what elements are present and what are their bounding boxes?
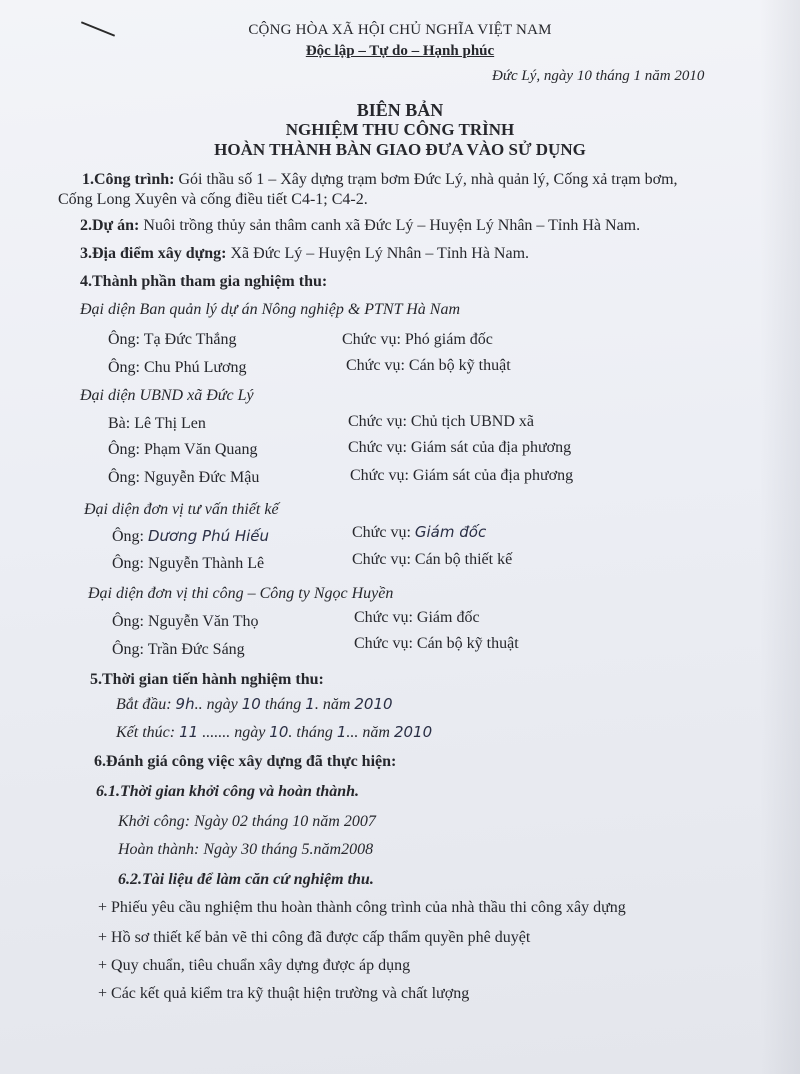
member-role: Chức vụ: Cán bộ thiết kế [352,551,513,568]
end-thang: tháng [296,724,333,741]
handwritten-role: Giám đốc [414,523,487,541]
start-year: 2010 [354,695,393,713]
section-3-text: Xã Đức Lý – Huyện Lý Nhân – Tỉnh Hà Nam. [226,245,530,262]
start-date: Khởi công: Ngày 02 tháng 10 năm 2007 [118,813,376,830]
member-name: Ông: Nguyễn Thành Lê [112,555,265,572]
section-1-text-1: Gói thầu số 1 – Xây dựng trạm bơm Đức Lý, nhà quản lý, Cống xả trạm bơm, [174,171,678,188]
member-name: Ông: Trần Đức Sáng [112,641,245,658]
section-5-heading: 5.Thời gian tiến hành nghiệm thu: [90,671,324,688]
end-label: Kết thúc: [116,724,176,741]
handwritten-name: Dương Phú Hiếu [148,527,270,545]
start-thang: tháng [264,696,302,713]
member-role: Chức vụ: Cán bộ kỹ thuật [346,357,511,374]
start-ngay: ngày [206,696,238,713]
member-name [112,526,269,547]
list-item: + Quy chuẩn, tiêu chuẩn xây dựng được áp dụng [98,957,411,974]
member-name: Ông: Chu Phú Lương [108,359,247,376]
section-2 [80,216,640,236]
member-role: Chức vụ: Cán bộ kỹ thuật [354,635,519,652]
member-name: Ông: Nguyễn Văn Thọ [112,613,259,630]
doc-subtitle-1: NGHIỆM THU CÔNG TRÌNH [285,120,515,139]
section-4-heading: 4.Thành phần tham gia nghiệm thu: [80,273,328,290]
member-role: Chức vụ: Phó giám đốc [342,331,493,348]
section-6-1-heading: 6.1.Thời gian khởi công và hoàn thành. [96,783,360,800]
end-nam: năm [362,724,390,741]
name-prefix: Ông: [112,528,144,545]
list-item: + Phiếu yêu cầu nghiệm thu hoàn thành công trình của nhà thầu thi công xây dựng [98,899,626,916]
section-6-heading: 6.Đánh giá công việc xây dựng đã thực hiện: [94,753,397,770]
member-name: Ông: Nguyễn Đức Mậu [108,469,260,486]
end-hour: 11 [179,723,199,741]
list-item: + Hồ sơ thiết kế bản vẽ thi công đã được cấp thẩm quyền phê duyệt [98,929,531,946]
group-2-title: Đại diện UBND xã Đức Lý [80,387,254,404]
member-role: Chức vụ: Giám sát của địa phương [348,439,572,456]
national-title: CỘNG HÒA XÃ HỘI CHỦ NGHĨA VIỆT NAM [248,22,552,38]
start-month: 1 [305,695,315,713]
doc-title: BIÊN BẢN [356,100,444,120]
member-role: Chức vụ: Giám sát của địa phương [350,467,574,484]
end-day: 10 [269,723,289,741]
section-1-line-2: Cống Long Xuyên và cống điều tiết C4-1; C4-2. [58,191,368,208]
motto: Độc lập – Tự do – Hạnh phúc [305,43,495,59]
section-3 [80,244,529,264]
end-month: 1 [336,723,347,741]
section-3-label: 3.Địa điểm xây dựng: [80,245,227,262]
group-1-title: Đại diện Ban quản lý dự án Nông nghiệp & PTNT Hà Nam [80,301,460,318]
section-1-line-1 [82,170,678,190]
member-name: Bà: Lê Thị Len [108,415,206,432]
section-2-text: Nuôi trồng thủy sản thâm canh xã Đức Lý – Huyện Lý Nhân – Tỉnh Hà Nam. [139,217,641,234]
member-role: Chức vụ: Chủ tịch UBND xã [348,413,534,430]
start-label: Bắt đầu: [116,696,172,713]
start-hour: 9h [175,695,195,713]
list-item: + Các kết quả kiểm tra kỹ thuật hiện trường và chất lượng [98,985,470,1002]
start-day: 10 [241,695,261,713]
doc-subtitle-2: HOÀN THÀNH BÀN GIAO ĐƯA VÀO SỬ DỤNG [214,140,586,159]
start-time: Bắt đầu: 9h.. ngày 10 tháng 1. năm 2010 [116,695,393,713]
section-2-label: 2.Dự án: [80,217,140,234]
role-prefix: Chức vụ: [352,524,411,541]
end-ngay: ngày [234,724,266,741]
group-3-title: Đại diện đơn vị tư vấn thiết kế [84,501,279,518]
member-role: Chức vụ: Giám đốc [354,609,480,626]
member-name: Ông: Phạm Văn Quang [108,441,258,458]
end-time: Kết thúc: 11 ....... ngày 10. tháng 1... năm 2010 [116,723,433,741]
member-role [352,522,486,543]
section-6-2-heading: 6.2.Tài liệu để làm căn cứ nghiệm thu. [118,871,374,888]
start-nam: năm [322,696,351,713]
group-4-title: Đại diện đơn vị thi công – Công ty Ngọc Huyền [88,585,394,602]
finish-date: Hoàn thành: Ngày 30 tháng 5.năm2008 [118,841,374,858]
place-date: Đức Lý, ngày 10 tháng 1 năm 2010 [492,68,705,84]
member-name: Ông: Tạ Đức Thắng [108,331,237,348]
end-year: 2010 [393,723,433,741]
section-1-label: 1.Công trình: [82,171,175,188]
